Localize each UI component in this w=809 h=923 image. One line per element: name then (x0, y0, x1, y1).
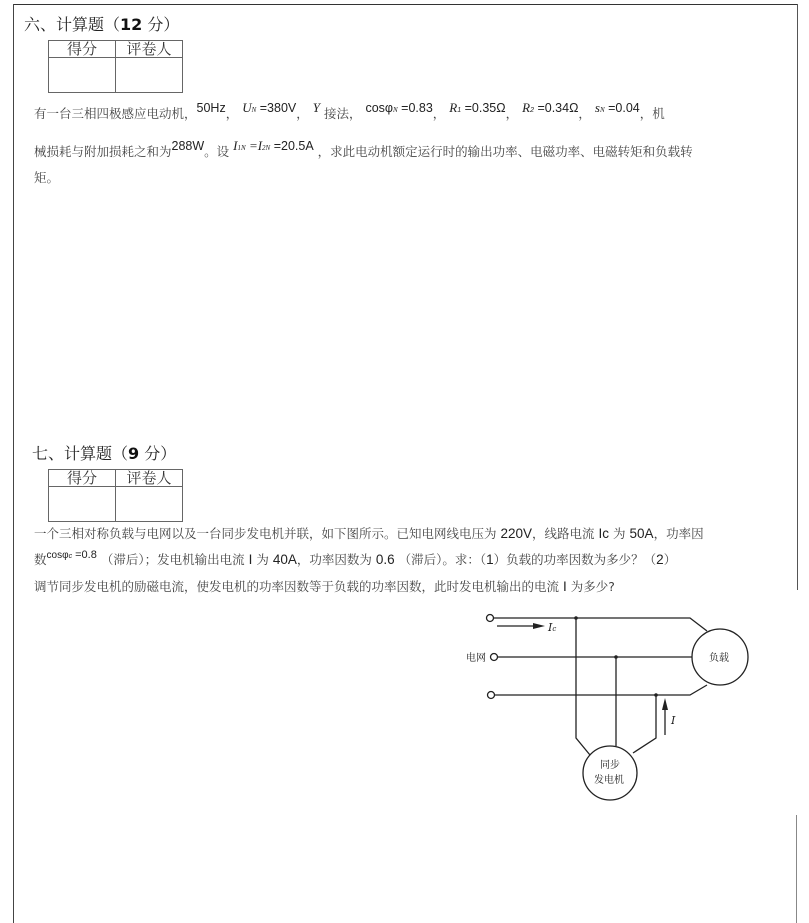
line-wire-c (495, 685, 707, 695)
generator-circle (583, 746, 637, 800)
i-label: I (671, 714, 676, 727)
terminal-icon (487, 615, 494, 622)
gen-wire-c (633, 695, 656, 753)
generator-label-2: 发电机 (594, 775, 624, 786)
grid-label: 电网 (466, 653, 486, 664)
terminal-icon (491, 654, 498, 661)
q6-text-line-2: 械损耗与附加损耗之和为288W。设 $I^{1N} =I^{2N} =20.5A$ ，求此电动机额定运行时的输出功率、电磁功率、电磁转矩和负载转 (34, 138, 693, 159)
ic-label: I (548, 621, 553, 634)
q6-text-line-3: 矩。 (34, 170, 60, 185)
q6-heading: 六、计算题（12 分） (24, 15, 180, 34)
generator-label-1: 同步 (600, 760, 620, 771)
terminal-icon (488, 692, 495, 699)
q7-text-line-3: 调节同步发电机的励磁电流，使发电机的功率因数等于负载的功率因数，此时发电机输出的电流 I 为多少? (34, 579, 615, 594)
ic-subscript: c (552, 625, 557, 633)
score-header: 得分 (49, 470, 116, 487)
grader-header: 评卷人 (116, 470, 183, 487)
load-label: 负载 (709, 653, 729, 664)
q6-text-line-1: 有一台三相四极感应电动机，50Hz， $U^N =380V$， Y 接法， cosφ$^N$ =0.83， $R^1 =0.35\Omega$， $R^2 =0.34\Omega$， $s^N =0.04$，机 (34, 100, 665, 121)
score-header: 得分 (49, 41, 116, 58)
q7-heading: 七、计算题（9 分） (32, 444, 177, 463)
svg-text:Ic (547, 621, 556, 634)
gen-wire-a (576, 618, 590, 755)
q7-text-line-1: 一个三相对称负载与电网以及一台同步发电机并联，如下图所示。已知电网线电压为 220V，线路电流 Ic 为 50A，功率因 (34, 526, 704, 541)
q7-text-line-2: 数$^{cos\varphi c}$ =0.8 （滞后）；发电机输出电流 I 为 40A，功率因数为 0.6 （滞后）。求：（1）负载的功率因数为多少？（2） (34, 549, 677, 567)
line-wire-a (494, 618, 707, 631)
grader-header: 评卷人 (116, 41, 183, 58)
